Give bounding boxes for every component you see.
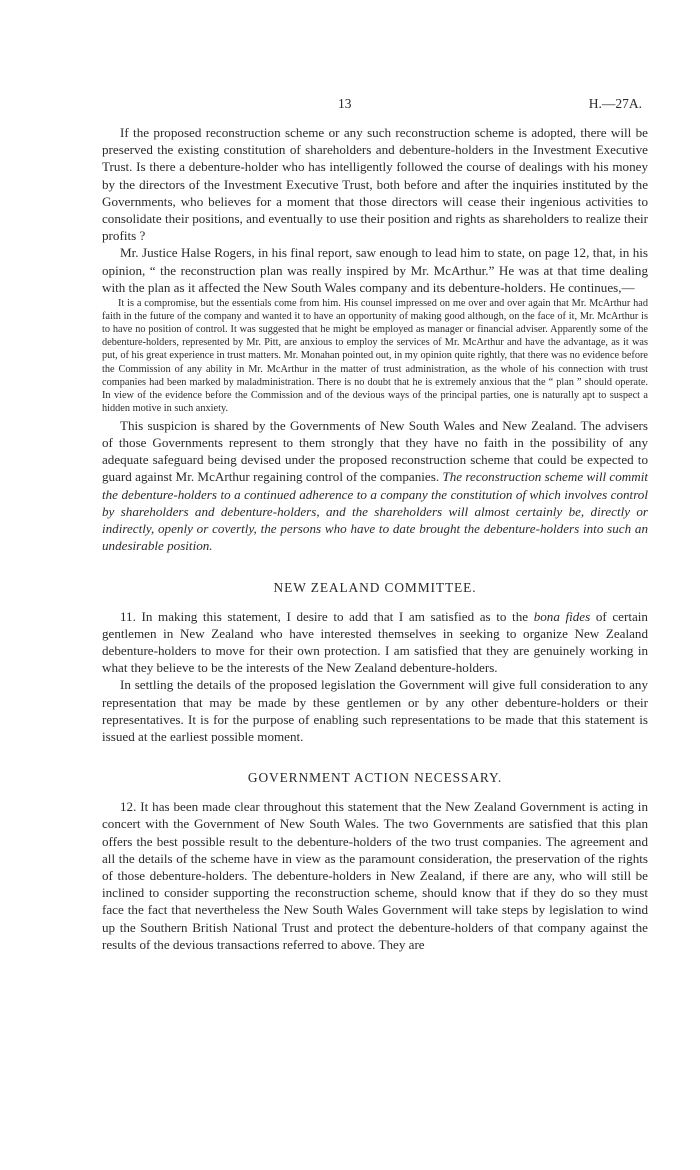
paragraph-suspicion-shared <box>102 417 648 555</box>
paragraph-legislation-details: In settling the details of the proposed legislation the Government will give full consideration to any representation that may be made by these gentlemen or by any other debenture-holders or their representatives. It is for the purpose of enabling such representations to be made that this statement is issued at the earliest possible moment. <box>102 677 648 744</box>
paragraph-suspicion-emphasis: The reconstruction scheme will commit the debenture-holders to a continued adherence to a company the constitution of which involves control by shareholders and debenture-holders, and the shareholders will almost certainly be, directly or indirectly, openly or covertly, the persons who have to date brought the debenture-holders into such an undesirable position. <box>102 469 648 554</box>
heading-new-zealand-committee: NEW ZEALAND COMMITTEE. <box>273 579 477 595</box>
paragraph-12: 12. It has been made clear throughout this statement that the New Zealand Government is acting in concert with the Government of New South Wales. The two Governments are satisfied that this plan offers the best possible result to the debenture-holders of the two trust companies. The agreement and all the details of the scheme have in view as the paramount consideration, the preservation of the rights of those debenture-holders. The debenture-holders in New Zealand, if there are any, who will still be inclined to consider supporting the reconstruction scheme, should know that if they do so they must face the fact that nevertheless the New South Wales Government will take steps by legislation to wind up the Southern British National Trust and protect the debenture-holders of that company against the results of the devious transactions referred to above. They are <box>102 799 648 952</box>
page-body <box>102 124 648 953</box>
page-number: 13 <box>338 96 352 111</box>
quoted-report-excerpt: It is a compromise, but the essentials come from him. His counsel impressed on me over and over again that Mr. McArthur had faith in the future of the company and wanted it to have an opportunity of making good although, on the face of it, Mr. McArthur is to have no position of control. It was suggested that he might be employed as manager or financial adviser. Apparently some of the debenture-holders, represented by Mr. Pitt, are anxious to employ the services of Mr. McArthur and have the advantage, as it was put, of his great experience in trust matters. Mr. Monahan pointed out, in my opinion quite rightly, that there was no evidence before the Commission of any ability in Mr. McArthur in the matter of trust administration, as the whole of his connection with trust companies had been marked by maladministration. There is no doubt that he is extremely anxious that the “ plan ” should operate. In view of the evidence before the Commission and of the devious ways of the principal parties, one is naturally apt to suspect a hidden motive in such anxiety. <box>102 298 648 414</box>
paragraph-reconstruction-question: If the proposed reconstruction scheme or any such reconstruction scheme is adopted, there will be preserved the existing constitution of shareholders and debenture-holders in the Investment Executive Trust. Is there a debenture-holder who has intelligently followed the course of dealings with his money by the directors of the Investment Executive Trust, both before and after the inquiries instituted by the Governments, who believes for a moment that those directors will cease their ingenious activities to consolidate their positions, and eventually to use their position and rights as shareholders to realize their profits ? <box>102 125 648 244</box>
page-header <box>0 96 700 116</box>
paragraph-11-rest: of certain gentlemen in New Zealand who have interested themselves in seeking to organize New Zealand debenture-holders to move for their own protection. I am satisfied that they are genuinely working in what they believe to be the interests of the New Zealand debenture-holders. <box>102 608 648 676</box>
paragraph-halse-rogers-report: Mr. Justice Halse Rogers, in his final report, saw enough to lead him to state, on page 12, that, in his opinion, “ the reconstruction plan was really inspired by Mr. McArthur.” He was at that time dealing with the plan as it affected the New South Wales company and its debenture-holders. He continues,— <box>102 245 648 295</box>
paragraph-11-start: 11. In making this statement, I desire to add that I am satisfied as to the <box>120 608 529 624</box>
paragraph-suspicion-text: This suspicion is shared by the Governments of New South Wales and New Zealand. The advisers of those Governments represent to them strongly that they have no faith in the possibility of any adequate safeguard being devised under the proposed reconstruction scheme that could be expected to guard against Mr. McArthur regaining control of the companies. <box>102 417 648 485</box>
heading-government-action: GOVERNMENT ACTION NECESSARY. <box>247 770 503 786</box>
paragraph-11 <box>102 608 648 677</box>
paragraph-11-bona-fides: bona fides <box>533 608 591 624</box>
document-reference: H.—27A. <box>588 96 642 111</box>
